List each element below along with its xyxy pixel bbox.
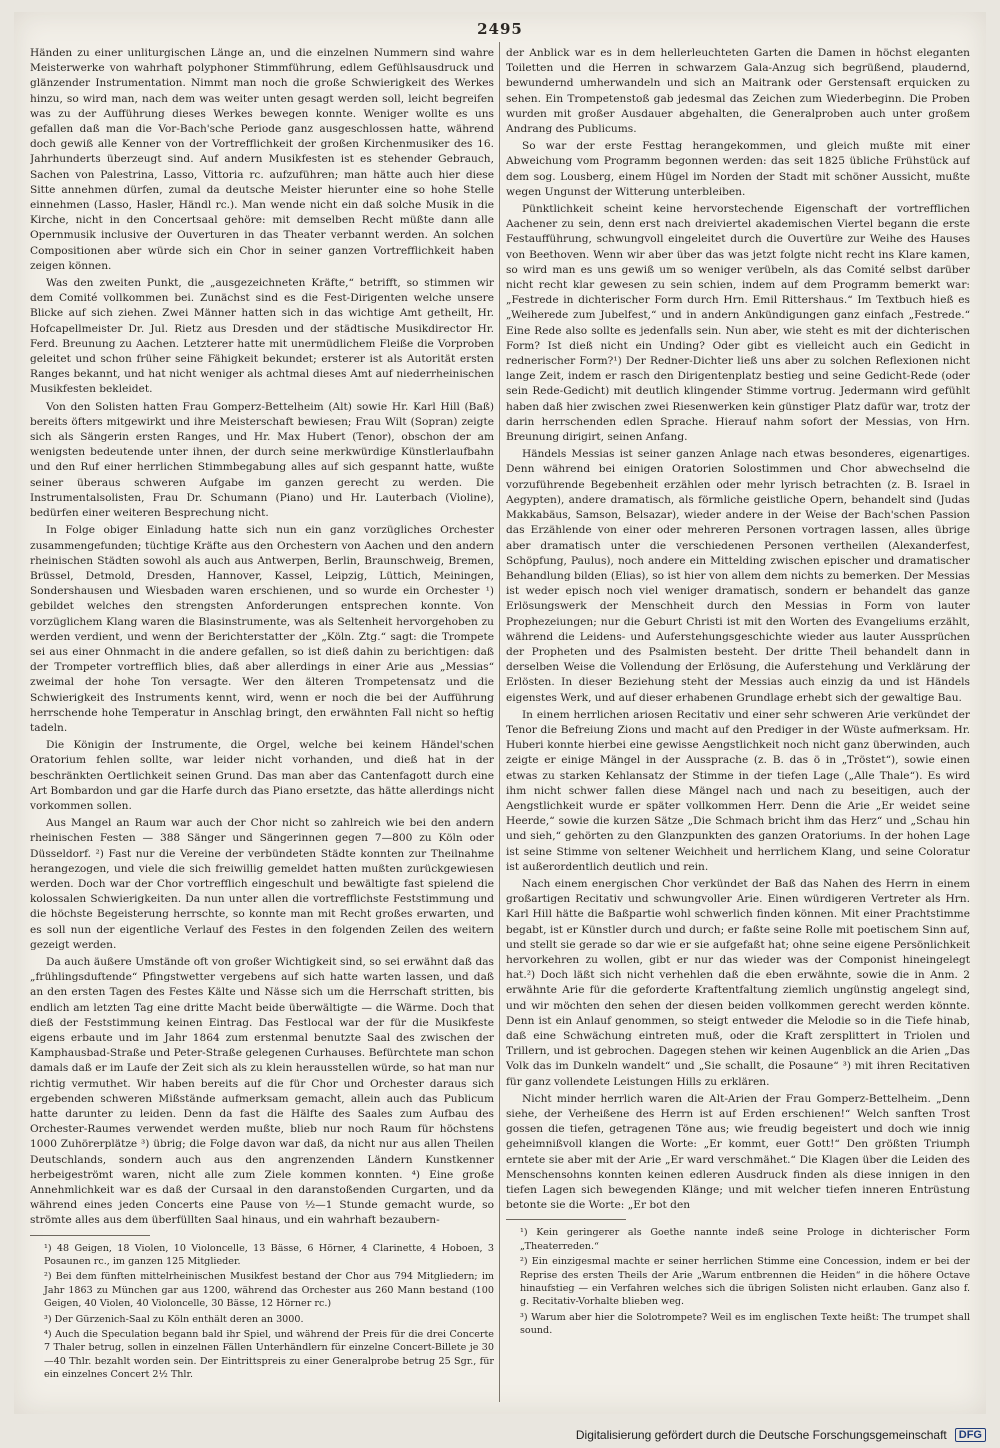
paragraph: Da auch äußere Umstände oft von großer Wichtigkeit sind, so sei erwähnt daß das „frühlingsduftende“ Pfingstwetter vergebens auf sich hatte warten lassen, und daß an den ersten Tagen des Festes Kälte und Nässe sich um die Herrschaft stritten, bis endlich am letzten Tag eine dritte Macht beide überwältigte — die Wärme. Doch that dieß der Feststimmung keinen Eintrag. Das Festlocal war der für die Musikfeste eigens erbaute und im Jahr 1864 zum erstenmal benutzte Saal des zwischen der Kamphausbad-Straße und Peter-Straße gelegenen Curhauses. Befürchtete man schon damals daß er im Laufe der Zeit sich als zu klein herausstellen würde, so hat man nur richtig vermuthet. Wir haben bereits auf die für Chor und Orchester daraus sich ergebenden schweren Mißstände aufmerksam gemacht, allein auch das Publicum hatte darunter zu leiden. Denn da fast die Hälfte des Saales zum Aufbau des Orchester-Raumes verwendet werden mußte, blieb nur noch Raum für höchstens 1000 Zuhörerplätze ³) übrig; die Folge davon war daß, da nicht nur aus allen Theilen Deutschlands, sondern auch aus den angrenzenden Ländern Kunstkenner herbeigeströmt waren, nicht alle zum Ziele kommen konnten. ⁴) Eine große Annehmlichkeit war es daß der Cursaal in den daranstoßenden Curgarten, und da während eines jeden Concerts eine Pause von ½—1 Stunde gemacht wurde, so strömte alles aus dem überfüllten Saal hinaus, und ein wahrhaft bezaubern- [30, 955, 494, 1227]
paragraph: der Anblick war es in dem hellerleuchteten Garten die Damen in höchst eleganten Toiletten und die Herren in schwarzem Gala-Anzug sich begrüßend, plaudernd, bewundernd umherwandeln und sich an Maitrank oder Gerstensaft erquicken zu sehen. Ein Trompetenstoß gab jedesmal das Zeichen zum Wiederbeginn. Die Proben wurden mit großer Ausdauer abgehalten, die Generalproben auch unter großem Andrang des Publicums. [506, 47, 970, 136]
paragraph: In einem herrlichen ariosen Recitativ und einer sehr schweren Arie verkündet der Tenor die Befreiung Zions und macht auf den Prediger in der Wüste aufmerksam. Hr. Huberi konnte hierbei eine gewisse Aengstlichkeit noch nicht ganz überwinden, auch zeigte er einige Mängel in der Aussprache (z. B. das ö in „Tröstet“), sowie einen etwas zu starken Kehlansatz der Stimme in der tiefen Lage („Alle Thale“). Es wird ihm nicht schwer fallen diese Mängel nach und nach zu beseitigen, auch der Aengstlichkeit wurde er später vollkommen Herr. Denn die Arie „Er weidet seine Heerde,“ sowie die kurzen Sätze „Die Schmach bricht ihm das Herz“ und „Schau hin und sieh,“ gehörten zu den Glanzpunkten des ganzen Oratoriums. In der hohen Lage ist seine Stimme von seltener Weichheit und herrlichem Klang, und seine Coloratur ist außerordentlich deutlich und rein. [506, 708, 970, 873]
column-divider [499, 42, 500, 1402]
right-column [506, 46, 970, 1398]
footer-credit: Digitalisierung gefördert durch die Deutsche Forschungsgemeinschaft [575, 1428, 947, 1442]
digitization-footer [0, 1422, 1000, 1448]
paragraph: Aus Mangel an Raum war auch der Chor nicht so zahlreich wie bei den andern rheinischen Festen — 388 Sänger und Sängerinnen gegen 7—800 zu Köln oder Düsseldorf. ²) Fast nur die Vereine der verbündeten Städte konnten zur Theilnahme herangezogen, und viele die sich freiwillig gemeldet hatten mußten zurückgewiesen werden. Doch war der Chor vortrefflich eingeschult und bewältigte fast spielend die kolossalen Schwierigkeiten. Da nun unter allen die vortrefflichste Feststimmung und die höchste Begeisterung herrschte, so konnte man mit Recht großes erwarten, und es soll nun der eigentliche Verlauf des Festes in den folgenden Zeilen des weitern gezeigt werden. [30, 817, 494, 951]
footnote: ²) Ein einzigesmal machte er seiner herrlichen Stimme eine Concession, indem er bei der Reprise des ersten Theils der Arie „Warum entbrennen die Heiden“ in die höhere Octave hinaufstieg — ein Verfahren welches sich die übrigen Solisten nicht erlauben. Ganz also f. g. Recitativ-Vorhalte blieben weg. [520, 1256, 970, 1308]
footnote: ¹) Kein geringerer als Goethe nannte indeß seine Prologe in dichterischer Form „Theaterreden.“ [520, 1227, 970, 1252]
footnote: ⁴) Auch die Speculation begann bald ihr Spiel, und während der Preis für die drei Concerte 7 Thaler betrug, sollen in einzelnen Fällen Unterhändlern für einzelne Concert-Billete je 30—40 Thlr. bezahlt worden sein. Der Eintrittspreis zu einer Generalprobe betrug 25 Sgr., für ein einzelnes Concert 2½ Thlr. [44, 1329, 494, 1381]
footnote: ²) Bei dem fünften mittelrheinischen Musikfest bestand der Chor aus 794 Mitgliedern; im Jahr 1863 zu München gar aus 1200, während das Orchester aus 260 Mann bestand (100 Geigen, 40 Violen, 40 Violoncelle, 30 Bässe, 12 Hörner rc.) [44, 1271, 494, 1310]
footnote: ¹) 48 Geigen, 18 Violen, 10 Violoncelle, 13 Bässe, 6 Hörner, 4 Clarinette, 4 Hoboen, 3 Posaunen rc., im ganzen 125 Mitglieder. [44, 1242, 494, 1268]
page-number: 2495 [477, 20, 523, 38]
dfg-logo: DFG [955, 1428, 986, 1442]
paragraph: Pünktlichkeit scheint keine hervorstechende Eigenschaft der vortrefflichen Aachener zu sein, denn erst nach dreiviertel akademischen Viertel begann die erste Festaufführung, schwungvoll eingeleitet durch die Ouvertüre zur Weihe des Hauses von Beethoven. Wenn wir aber über das was jetzt folgte nicht recht ins Klare kamen, so wird man es uns gewiß um so weniger verübeln, als das Comité selbst darüber nicht recht klar gewesen zu sein schien, indem auf dem Programm bemerkt war: „Festrede in dichterischer Form durch Hrn. Emil Rittershaus.“ Im Textbuch hieß es „Weiherede zum Jubelfest,“ und in andern Ankündigungen ganz einfach „Festrede.“ Eine Rede also sollte es jedenfalls sein. Nun aber, wie steht es mit der dichterischen Form? Ist dieß nicht ein Unding? Oder gibt es vielleicht auch ein Gedicht in rednerischer Form?¹) Der Redner-Dichter ließ uns aber zu solchen Reflexionen nicht lange Zeit, indem er rasch den Dirigentenplatz bestieg und seine Gedicht-Rede (oder sein Rede-Gedicht) mit deutlich klingender Stimme vortrug. Jedermann wird gefühlt haben daß hier zwischen zwei Riesenwerken kein günstiger Platz dafür war, trotz der darin herrschenden edlen Sprache. Hierauf nahm sofort der Messias, von Hrn. Breunung dirigirt, seinen Anfang. [506, 203, 970, 444]
paragraph: So war der erste Festtag herangekommen, und gleich mußte mit einer Abweichung vom Programm begonnen werden: das seit 1825 übliche Frühstück auf dem sog. Lousberg, einem Hügel im Norden der Stadt mit schöner Aussicht, mußte wegen Ungunst der Witterung unterbleiben. [506, 140, 970, 198]
paragraph: In Folge obiger Einladung hatte sich nun ein ganz vorzügliches Orchester zusammengefunden; tüchtige Kräfte aus den Orchestern von Aachen und den andern rheinischen Städten sowohl als auch aus Antwerpen, Berlin, Braunschweig, Bremen, Brüssel, Detmold, Dresden, Hannover, Kassel, Leipzig, Lüttich, Meiningen, Sondershausen und Wiesbaden waren erschienen, und so wurde ein Orchester ¹) gebildet welches den strengsten Anforderungen entsprechen konnte. Von vorzüglichem Klang waren die Blasinstrumente, was als Seltenheit hervorgehoben zu werden verdient, und wenn der Berichterstatter der „Köln. Ztg.“ sagt: die Trompete sei aus einer Ohnmacht in die andere gefallen, so ist dieß dahin zu berichtigen: daß der Trompeter vortrefflich blies, daß aber allerdings in einer Arie aus „Messias“ zweimal der hohe Ton versagte. Wer den älteren Trompetensatz und die Schwierigkeit des Instruments kennt, wird, wenn er noch die bei der Aufführung herrschende hohe Temperatur in Anschlag bringt, den erwähnten Fall nicht so heftig tadeln. [30, 524, 494, 734]
paragraph: Was den zweiten Punkt, die „ausgezeichneten Kräfte,“ betrifft, so stimmen wir dem Comité vollkommen bei. Zunächst sind es die Fest-Dirigenten welche unsere Blicke auf sich ziehen. Zwei Männer hatten sich in das wichtige Amt getheilt, Hr. Hofcapellmeister Dr. Jul. Rietz aus Dresden und der städtische Musikdirector Hr. Ferd. Breunung zu Aachen. Letzterer hatte mit unermüdlichem Fleiße die Vorproben geleitet und schon früher seine Fähigkeit bekundet; ersterer ist als Autorität ersten Ranges bekannt, und hat nicht weniger als achtmal dieses Amt auf niederrheinischen Musikfesten bekleidet. [30, 277, 494, 396]
paragraph: Nach einem energischen Chor verkündet der Baß das Nahen des Herrn in einem großartigen Recitativ und schwungvoller Arie. Einen würdigeren Vertreter als Hrn. Karl Hill hätte die Baßpartie wohl schwerlich finden können. Mit einer Prachtstimme begabt, ist er Künstler durch und durch; er faßte seine Rolle mit poetischem Sinn auf, und stellt sie gerade so dar wie er sie aufgefaßt hat; ohne seine eigene Persönlichkeit hervorkehren zu wollen, gibt er nur das wieder was der Componist hineingelegt hat.²) Doch läßt sich nicht verhehlen daß die eben erwähnte, sowie die in Anm. 2 erwähnte Arie für die geforderte Kraftentfaltung ziemlich ungünstig angelegt sind, und wir möchten den sehen der diesen beiden vollkommen gerecht werden könnte. Denn ist ein Anlauf genommen, so steigt entweder die Melodie so in die Tiefe hinab, daß eine Schwächung eintreten muß, oder die Kraft zersplittert in Triolen und Trillern, und ist gebrochen. Dagegen stehen wir keinen Augenblick an die Arien „Das Volk das im Dunkeln wandelt“ und „Sie schallt, die Posaune“ ³) mit ihren Recitativen für ganz vollendete Leistungen Hills zu erklären. [506, 877, 970, 1088]
paragraph: Nicht minder herrlich waren die Alt-Arien der Frau Gomperz-Bettelheim. „Denn siehe, der Verheißene des Herrn ist auf Erden erschienen!“ Welch sanften Trost gossen die tiefen, getragenen Töne aus; wie freudig begeistert und doch wie innig geheimnißvoll klangen die Worte: „Er kommt, euer Gott!“ Den größten Triumph erntete sie aber mit der Arie „Er ward verschmähet.“ Die Klagen über die Leiden des Menschensohns konnten keinen edleren Ausdruck finden als diese innigen in den tiefen Lagen sich bewegenden Klänge; und mit welcher tiefen inneren Entrüstung betonte sie die Worte: „Er bot den [506, 1092, 970, 1212]
newspaper-page [14, 12, 986, 1414]
footnote: ³) Warum aber hier die Solotrompete? Weil es im englischen Texte heißt: The trumpet shall sound. [520, 1311, 970, 1337]
paragraph: Händen zu einer unliturgischen Länge an, und die einzelnen Nummern sind wahre Meisterwerke von wahrhaft polyphoner Stimmführung, edlem Gefühlsausdruck und glänzender Instrumentation. Nimmt man noch die große Schwierigkeit des Werkes hinzu, so wird man, nach dem was weiter unten gesagt werden soll, leicht begreifen was zu der Aufführung dieses Werkes bewegen konnte. Weniger wollte es uns gefallen daß man die Vor-Bach'sche Periode ganz ausgeschlossen hatte, während doch gewiß alle Kenner von der Vortrefflichkeit der großen Kirchenmusiker des 16. Jahrhunderts überzeugt sind. Auf andern Musikfesten ist es stehender Gebrauch, Sachen von Palestrina, Lasso, Vittoria rc. aufzuführen; man hätte auch hier diese Sitte annehmen dürfen, zumal da deutsche Meister hierunter eine so hohe Stelle einnehmen (Lasso, Hasler, Händl rc.). Man wende nicht ein daß solche Musik in die Kirche, nicht in den Concertsaal gehöre: mit demselben Recht müßte dann alle Opernmusik inclusive der Ouverturen in das Theater verbannt werden. An solchen Compositionen aber würde sich ein Chor in seiner ganzen Vortrefflichkeit haben zeigen können. [30, 47, 494, 272]
footnote-rule [506, 1219, 626, 1220]
left-column [30, 46, 494, 1398]
footnote-rule [30, 1235, 150, 1236]
footnote: ³) Der Gürzenich-Saal zu Köln enthält deren an 3000. [44, 1313, 304, 1325]
paragraph: Händels Messias ist seiner ganzen Anlage nach etwas besonderes, eigenartiges. Denn während bei einigen Oratorien Solostimmen und Chor abwechselnd die vorzuführende Begebenheit erzählen oder mehr lyrisch betrachten (z. B. Israel in Aegypten), andere dramatisch, als förmliche geistliche Opern, behandelt sind (Judas Makkabäus, Samson, Belsazar), wieder andere in der Weise der Bach'schen Passion das Erzählende von einer oder mehreren Personen vortragen lassen, alles übrige aber dramatisch unter die verschiedenen Personen vertheilen (Alexanderfest, Schöpfung, Paulus), noch andere ein Mittelding zwischen epischer und dramatischer Behandlung bilden (Elias), so ist hier von allem dem nichts zu bemerken. Der Messias ist weder episch noch viel weniger dramatisch, sondern er behandelt das ganze Erlösungswerk der Menschheit durch den Messias in Form von lauter Prophezeiungen; nur die Geburt Christi ist mit den Worten des Evangeliums erzählt, während die Leidens- und Auferstehungsgeschichte wieder aus lauter Aussprüchen der Propheten und des Psalmisten besteht. Der dritte Theil behandelt dann in derselben Weise die Vollendung der Erlösung, die Auferstehung und Verklärung der Erlösten. In dieser Beziehung steht der Messias auch einzig da und ist Händels eigenstes Werk, und auf dieser erhabenen Grundlage erhebt sich der gewaltige Bau. [506, 448, 970, 704]
paragraph: Von den Solisten hatten Frau Gomperz-Bettelheim (Alt) sowie Hr. Karl Hill (Baß) bereits öfters mitgewirkt und ihre Meisterschaft bewiesen; Frau Wilt (Sopran) zeigte sich als Sängerin ersten Ranges, und Hr. Max Hubert (Tenor), obschon der am wenigsten bedeutende unter ihnen, der durch seine merkwürdige Künstlerlaufbahn und den Ruf einer herrlichen Stimmbegabung alles auf sich gespannt hatte, wußte seiner überaus schweren Aufgabe im ganzen gerecht zu werden. Die Instrumentalsolisten, Frau Dr. Schumann (Piano) und Hr. Lauterbach (Violine), bedürfen einer weiteren Besprechung nicht. [30, 400, 494, 520]
paragraph: Die Königin der Instrumente, die Orgel, welche bei keinem Händel'schen Oratorium fehlen sollte, war leider nicht vorhanden, und dieß hat in der beschränkten Oertlichkeit seinen Grund. Das man aber das Cantenfagott durch eine Art Bombardon und gar die Harfe durch das Piano ersetzte, das hätte allerdings nicht vorkommen sollen. [30, 739, 494, 812]
